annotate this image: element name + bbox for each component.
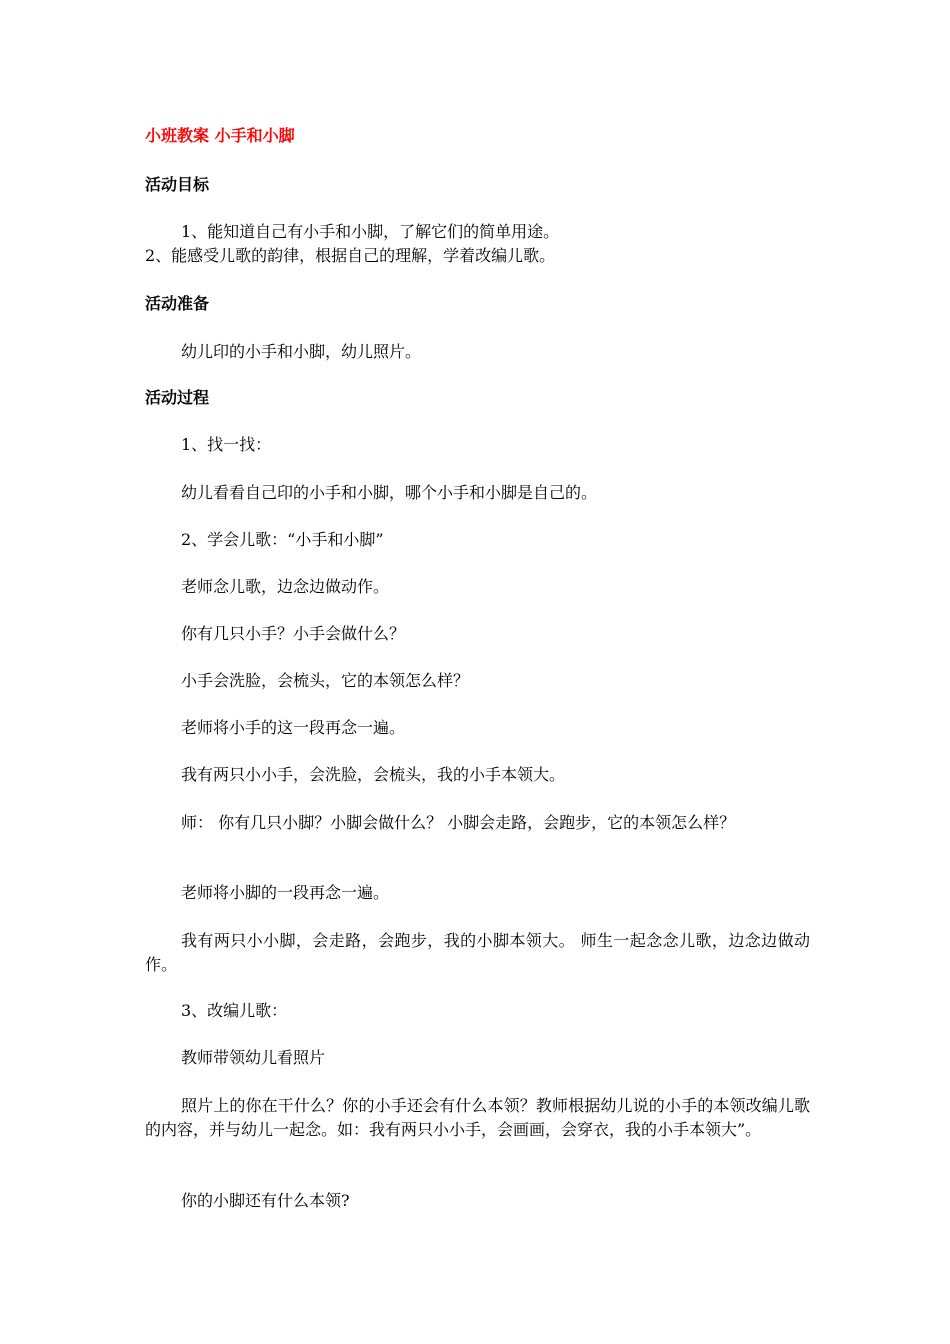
process-paragraph: 照片上的你在干什么？你的小手还会有什么本领？教师根据幼儿说的小手的本领改编儿歌的内容，并与幼儿一起念。如：我有两只小小手，会画画，会穿衣，我的小手本领大”。 [145, 1096, 810, 1139]
process-paragraph: 老师将小脚的一段再念一遍。 [181, 883, 390, 902]
heading-preparation: 活动准备 [145, 294, 210, 313]
process-paragraph: 我有两只小小脚，会走路，会跑步，我的小脚本领大。 师生一起念念儿歌，边念边做动作。 [145, 931, 810, 974]
heading-goals: 活动目标 [145, 175, 210, 194]
process-paragraph: 老师将小手的这一段再念一遍。 [181, 718, 406, 737]
process-paragraph: 教师带领幼儿看照片 [181, 1048, 326, 1067]
process-paragraph: 老师念儿歌，边念边做动作。 [181, 577, 390, 596]
preparation-text: 幼儿印的小手和小脚，幼儿照片。 [181, 342, 422, 361]
heading-process: 活动过程 [145, 388, 210, 407]
process-paragraph: 你有几只小手？小手会做什么？ [181, 624, 406, 643]
goal-item-1: 1、能知道自己有小手和小脚，了解它们的简单用途。 [181, 222, 560, 241]
process-step-1: 1、找一找： [181, 435, 272, 454]
process-paragraph: 幼儿看看自己印的小手和小脚，哪个小手和小脚是自己的。 [181, 483, 598, 502]
process-paragraph: 师： 你有几只小脚？小脚会做什么？ 小脚会走路，会跑步，它的本领怎么样？ [181, 813, 736, 832]
process-paragraph: 小手会洗脸，会梳头，它的本领怎么样？ [181, 671, 470, 690]
process-step-2: 2、学会儿歌：“小手和小脚” [181, 530, 384, 549]
goal-item-2: 2、能感受儿歌的韵律，根据自己的理解，学着改编儿歌。 [145, 246, 556, 265]
process-step-3: 3、改编儿歌： [181, 1001, 288, 1020]
process-paragraph: 我有两只小小手，会洗脸，会梳头，我的小手本领大。 [181, 765, 566, 784]
process-paragraph: 你的小脚还有什么本领? [181, 1191, 350, 1210]
document-title: 小班教案 小手和小脚 [145, 126, 295, 145]
